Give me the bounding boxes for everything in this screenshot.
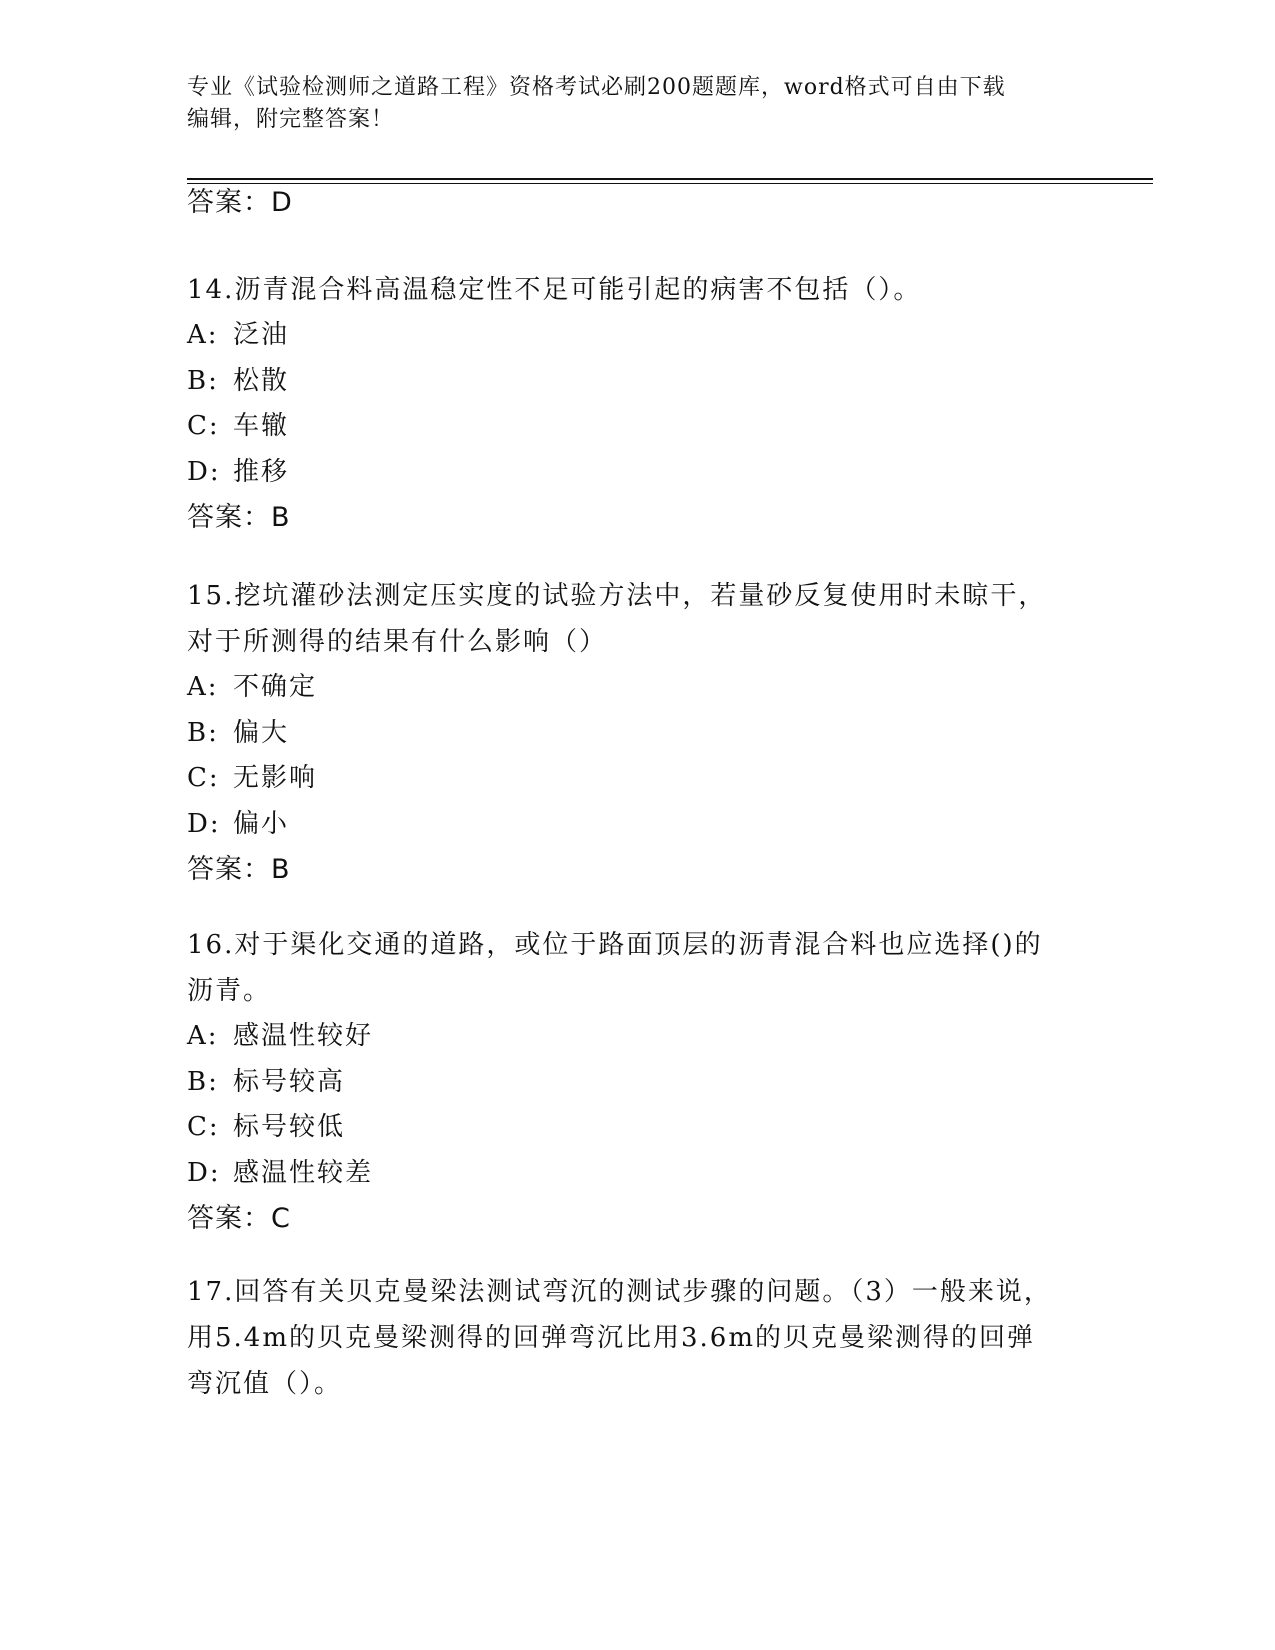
header-line-1: 专业《试验检测师之道路工程》资格考试必刷200题题库，word格式可自由下载 — [187, 75, 1006, 100]
question-text-line-2: 沥青。 — [187, 976, 272, 1006]
question-text-line-1: 17.回答有关贝克曼梁法测试弯沉的测试步骤的问题。（3）一般来说， — [187, 1277, 1052, 1307]
option-text: 泛油 — [233, 320, 290, 350]
option-text: 不确定 — [233, 672, 318, 702]
option-text: 车辙 — [233, 411, 290, 441]
answer-line: 答案：C — [187, 1203, 291, 1234]
option-b — [187, 359, 1087, 405]
document-header — [187, 72, 1067, 136]
answer-line: 答案：B — [187, 502, 291, 533]
option-a — [187, 313, 1087, 359]
option-key: D: — [187, 808, 221, 839]
question-15 — [187, 573, 1087, 893]
option-key: B: — [187, 1066, 219, 1097]
question-text: 14.沥青混合料高温稳定性不足可能引起的病害不包括（）。 — [187, 275, 922, 305]
question-17 — [187, 1269, 1087, 1407]
option-key: A: — [187, 672, 219, 702]
option-c — [187, 1105, 1087, 1151]
option-key: C: — [187, 763, 220, 793]
previous-answer-block — [187, 180, 1087, 226]
option-key: D: — [187, 1157, 221, 1188]
answer-line: 答案：B — [187, 854, 291, 885]
option-c — [187, 404, 1087, 450]
option-c — [187, 756, 1087, 802]
option-text: 标号较高 — [233, 1066, 346, 1097]
option-d — [187, 1151, 1087, 1197]
option-d — [187, 802, 1087, 848]
option-b — [187, 711, 1087, 757]
question-16 — [187, 922, 1087, 1242]
option-text: 偏大 — [233, 717, 290, 748]
option-text: 标号较低 — [233, 1112, 346, 1142]
question-text-line-1: 15.挖坑灌砂法测定压实度的试验方法中，若量砂反复使用时未晾干， — [187, 581, 1047, 611]
header-line-2: 编辑，附完整答案！ — [187, 107, 395, 132]
option-key: B: — [187, 717, 219, 748]
option-b — [187, 1060, 1087, 1106]
option-a — [187, 1014, 1087, 1060]
option-key: C: — [187, 1112, 220, 1142]
question-text-line-1: 16.对于渠化交通的道路，或位于路面顶层的沥青混合料也应选择()的 — [187, 930, 1043, 960]
question-14 — [187, 267, 1087, 541]
option-key: D: — [187, 456, 221, 487]
option-text: 松散 — [233, 365, 290, 396]
option-text: 感温性较差 — [233, 1157, 374, 1188]
option-key: B: — [187, 365, 219, 396]
option-key: A: — [187, 320, 219, 350]
question-text-line-2: 对于所测得的结果有什么影响（） — [187, 627, 608, 657]
question-text-line-3: 弯沉值（）。 — [187, 1369, 343, 1399]
option-text: 推移 — [233, 456, 290, 487]
option-text: 无影响 — [233, 763, 318, 793]
option-key: A: — [187, 1021, 219, 1051]
option-a — [187, 665, 1087, 711]
option-key: C: — [187, 411, 220, 441]
option-d — [187, 450, 1087, 496]
question-text-line-2: 用5.4m的贝克曼梁测得的回弹弯沉比用3.6m的贝克曼梁测得的回弹 — [187, 1323, 1036, 1353]
answer-line: 答案：D — [187, 187, 293, 218]
option-text: 感温性较好 — [233, 1021, 374, 1051]
option-text: 偏小 — [233, 808, 290, 839]
